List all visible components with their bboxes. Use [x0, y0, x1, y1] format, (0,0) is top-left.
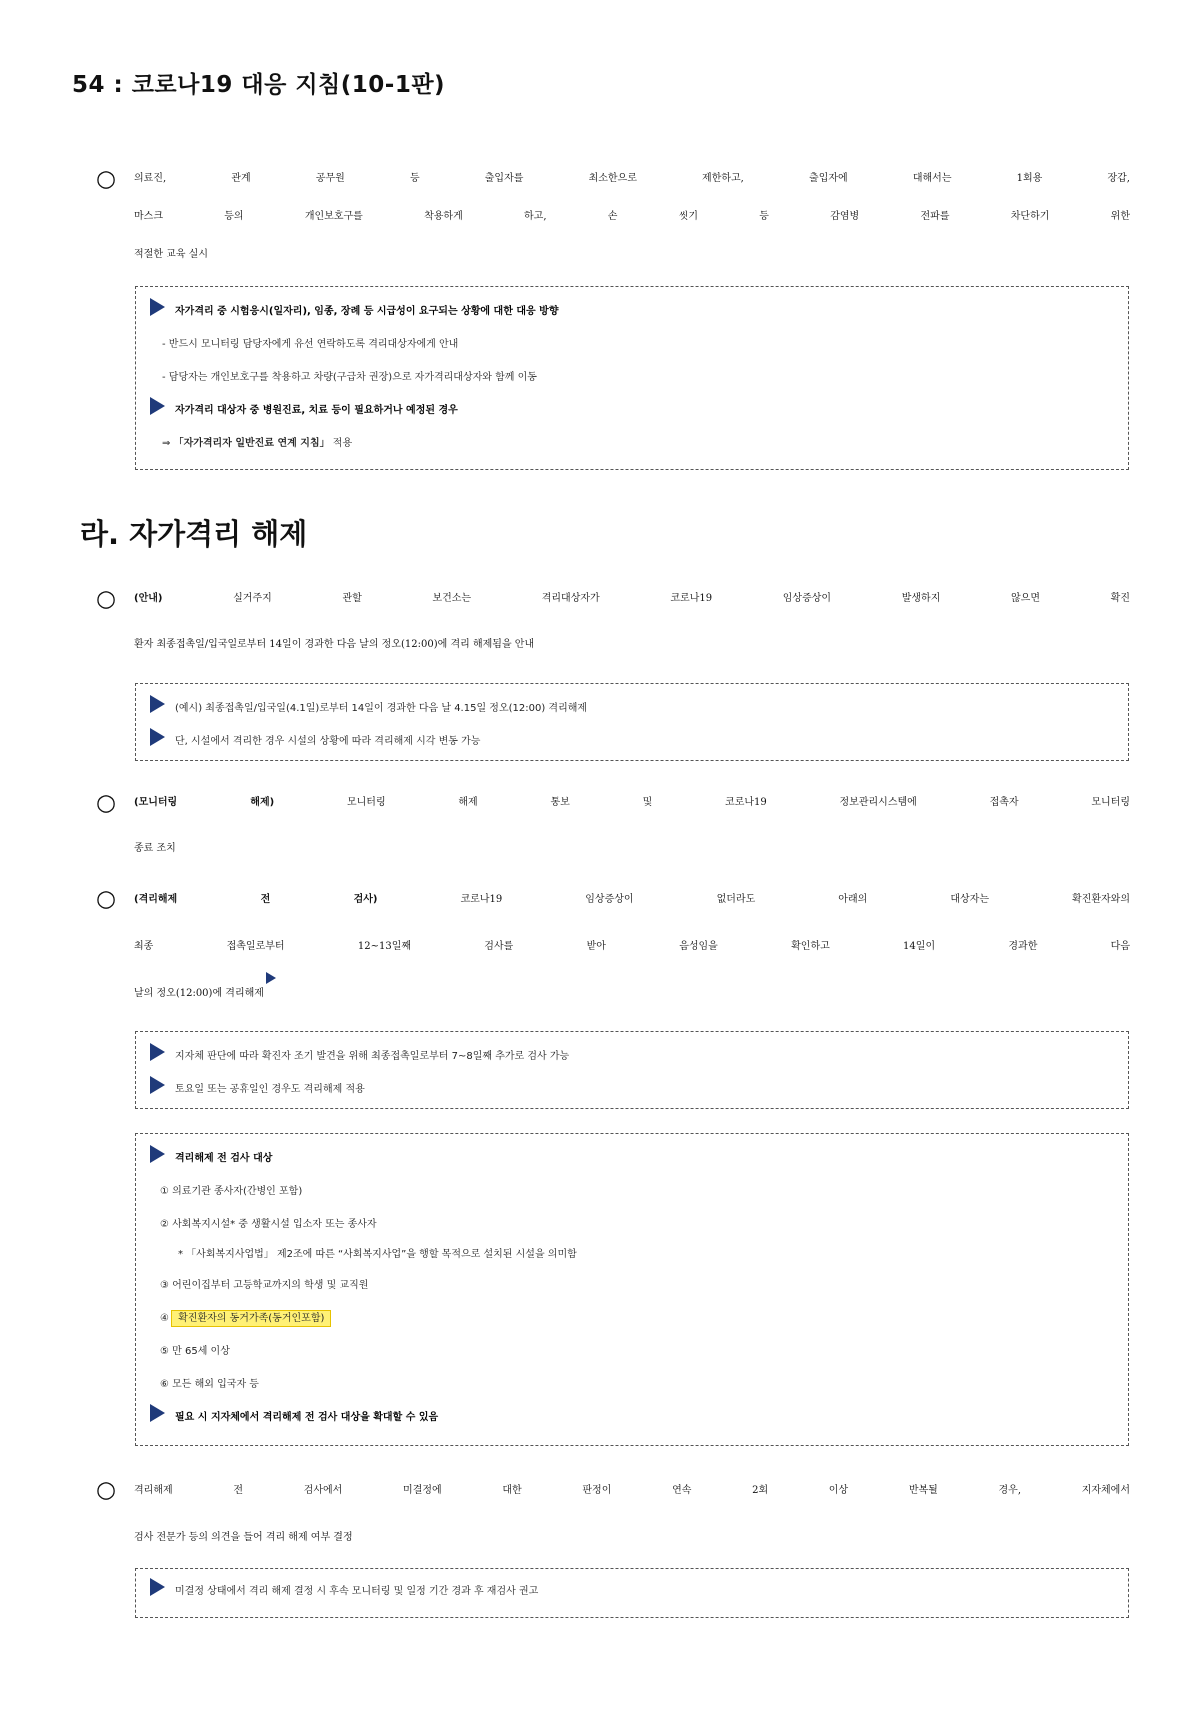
para-line: 검사 전문가 등의 의견을 들어 격리 해제 여부 결정	[134, 1532, 353, 1543]
circle-bullet-icon: ○	[96, 166, 117, 192]
para-lead: (안내)	[134, 593, 163, 604]
box-row-text: 격리해제 전 검사 대상	[175, 1153, 273, 1164]
box-row-text: (예시) 최종접촉일/입국일(4.1일)로부터 14일이 경과한 다음 날 4.15일 정오(12:00) 격리해제	[175, 703, 588, 714]
circle-bullet-icon: ○	[96, 1477, 117, 1503]
triangle-bullet-icon	[150, 1145, 165, 1163]
box-row-text: 자가격리 대상자 중 병원진료, 치료 등이 필요하거나 예정된 경우	[175, 405, 458, 416]
para-line: 환자 최종접촉일/입국일로부터 14일이 경과한 다음 날의 정오(12:00)에 격리 해제됨을 안내	[134, 639, 535, 650]
list-item: ② 사회복지시설* 중 생활시설 입소자 또는 종사자	[160, 1219, 377, 1230]
list-item: ⑥ 모든 해외 입국자 등	[160, 1379, 259, 1390]
box-row	[150, 295, 1114, 328]
para-text: 코로나19 임상증상이 없더라도 아래의 대상자는 확진환자와의	[377, 894, 1130, 905]
box-row	[150, 1040, 1114, 1073]
para-line	[96, 970, 1130, 1017]
info-box-example	[135, 683, 1129, 761]
para-text: 모니터링 해제 통보 및 코로나19 정보관리시스템에 접촉자 모니터링	[274, 797, 1130, 808]
para-line: 격리해제 전 검사에서 미결정에 대한 판정이 연속 2회 이상 반복될 경우, 지자체에서	[134, 1485, 1130, 1496]
para-line	[96, 876, 1130, 923]
guideline-reference: 「자가격리자 일반진료 연계 지침」	[173, 438, 330, 449]
paragraph-pre-release-test	[96, 876, 1130, 1017]
box-row	[150, 1142, 1114, 1175]
info-box-urgent-situations	[135, 286, 1129, 470]
box-row	[150, 1401, 1114, 1434]
box-row-text: 적용	[329, 438, 353, 449]
triangle-bullet-icon	[150, 1043, 165, 1061]
box-row	[150, 1073, 1114, 1106]
box-row	[150, 692, 1114, 725]
list-item	[150, 1302, 1114, 1335]
triangle-bullet-icon	[150, 695, 165, 713]
section-title: 라. 자가격리 해제	[80, 517, 308, 551]
box-row: - 담당자는 개인보호구를 착용하고 차량(구급차 권장)으로 자가격리대상자와 함께 이동	[162, 372, 537, 383]
list-item: ⑤ 만 65세 이상	[160, 1346, 230, 1357]
triangle-bullet-icon	[150, 397, 165, 415]
circle-bullet-icon: ○	[96, 586, 117, 612]
para-line: 마스크 등의 개인보호구를 착용하게 하고, 손 씻기 등 감염병 전파를 차단하기 위한	[134, 211, 1130, 222]
triangle-bullet-icon	[150, 1076, 165, 1094]
circle-bullet-icon: ○	[96, 886, 117, 912]
list-number: ④	[160, 1313, 173, 1324]
box-row-text: 필요 시 지자체에서 격리해제 전 검사 대상을 확대할 수 있음	[175, 1412, 439, 1423]
paragraph-notice	[96, 576, 1130, 668]
box-row-text: 단, 시설에서 격리한 경우 시설의 상황에 따라 격리해제 시각 변동 가능	[175, 736, 481, 747]
info-box-test-targets	[135, 1133, 1129, 1446]
box-row	[150, 1575, 1114, 1608]
box-row: - 반드시 모니터링 담당자에게 유선 연락하도록 격리대상자에게 안내	[162, 339, 459, 350]
superscript-triangle-icon	[266, 972, 276, 984]
triangle-bullet-icon	[150, 298, 165, 316]
box-row	[150, 427, 1114, 460]
info-box-additional-test	[135, 1031, 1129, 1109]
para-lead: (모니터링 해제)	[134, 797, 275, 808]
paragraph-undetermined-result	[96, 1467, 1130, 1561]
page-header: 54 : 코로나19 대응 지침(10-1판)	[72, 72, 446, 98]
box-row	[150, 725, 1114, 758]
footnote: * 「사회복지사업법」 제2조에 따른 “사회복지사업”을 행할 목적으로 설치된 시설을 의미함	[178, 1249, 577, 1260]
triangle-bullet-icon	[150, 1578, 165, 1596]
highlighted-text: 확진환자의 동거가족(동거인포함)	[172, 1311, 330, 1326]
para-line: 종료 조치	[134, 843, 176, 854]
paragraph-monitoring-release	[96, 780, 1130, 872]
para-line	[96, 780, 1130, 826]
para-text: 날의 정오(12:00)에 격리해제	[134, 988, 264, 999]
info-box-retest-recommendation	[135, 1568, 1129, 1618]
box-row-text: 미결정 상태에서 격리 해제 결정 시 후속 모니터링 및 일정 기간 경과 후 재검사 권고	[175, 1586, 539, 1597]
list-item: ① 의료기관 종사자(간병인 포함)	[160, 1186, 303, 1197]
triangle-bullet-icon	[150, 728, 165, 746]
para-text: 실거주지 관할 보건소는 격리대상자가 코로나19 임상증상이 발생하지 않으면 확진	[162, 593, 1130, 604]
paragraph-visitor-restriction	[96, 160, 1130, 274]
implies-arrow-icon: ⇒	[162, 438, 171, 449]
circle-bullet-icon: ○	[96, 790, 117, 816]
para-line: 의료진, 관계 공무원 등 출입자를 최소한으로 제한하고, 출입자에 대해서는 1회용 장갑,	[134, 173, 1130, 184]
box-row-text: 지자체 판단에 따라 확진자 조기 발견을 위해 최종접촉일로부터 7~8일째 추가로 검사 가능	[175, 1051, 570, 1062]
box-row-text: 자가격리 중 시험응시(일자리), 임종, 장례 등 시급성이 요구되는 상황에 대한 대응 방향	[175, 306, 559, 317]
para-lead: (격리해제 전 검사)	[134, 894, 378, 905]
box-row-text: 토요일 또는 공휴일인 경우도 격리해제 적용	[175, 1084, 365, 1095]
box-row	[150, 394, 1114, 427]
para-line: 적절한 교육 실시	[134, 249, 208, 260]
para-line: 최종 접촉일로부터 12~13일째 검사를 받아 음성임을 확인하고 14일이 경과한 다음	[134, 941, 1130, 952]
list-item: ③ 어린이집부터 고등학교까지의 학생 및 교직원	[160, 1280, 369, 1291]
para-line	[96, 576, 1130, 622]
triangle-bullet-icon	[150, 1404, 165, 1422]
